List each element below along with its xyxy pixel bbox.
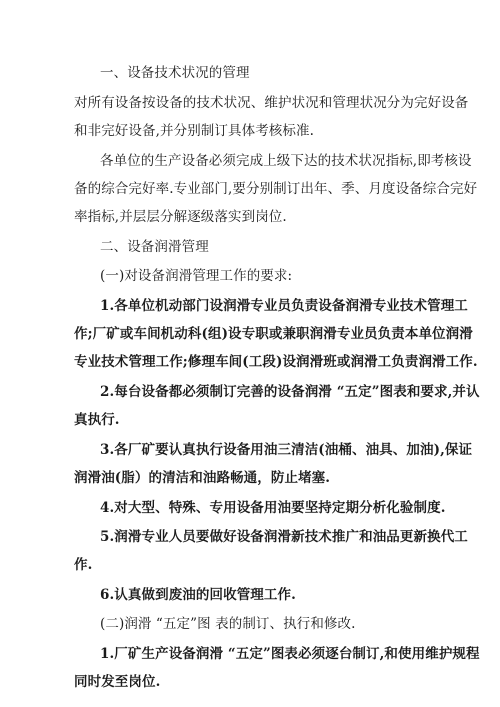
list-item-line: 5.润滑专业人员要做好设备润滑新技术推广和油品更新换代工 [100, 529, 468, 545]
paragraph-line: 各单位的生产设备必须完成上级下达的技术状况指标,即考核设 [100, 153, 472, 169]
section-heading: 一、设备技术状况的管理 [100, 65, 250, 81]
list-item-line: 1.厂矿生产设备润滑 “五定”图表必须逐台制订,和使用维护规程 [100, 646, 480, 662]
list-item-line: 专业技术管理工作;修理车间(工段)设润滑班或润滑工负责润滑工作. [74, 354, 478, 370]
subsection-heading: (二)润滑 “五定”图 表的制订、执行和修改. [100, 616, 356, 632]
list-item-line: 2.每台设备都必须制订完善的设备润滑 “五定”图表和要求,并认 [100, 384, 480, 400]
list-item-line: 3.各厂矿要认真执行设备用油三清洁(油桶、油具、加油),保证 [100, 442, 473, 458]
list-item-line: 作;厂矿或车间机动科(组)设专职或兼职润滑专业员负责本单位润滑 [74, 326, 473, 342]
paragraph-line: 率指标,并层层分解逐级落实到岗位. [74, 209, 287, 225]
list-item-line: 润滑油(脂）的清洁和油路畅通，防止堵塞. [74, 470, 331, 486]
list-item-line: 真执行. [74, 412, 120, 428]
list-item-line: 1.各单位机动部门设润滑专业员负责设备润滑专业技术管理工 [100, 298, 468, 314]
list-item-line: 4.对大型、特殊、专用设备用油要坚持定期分析化验制度. [100, 500, 446, 516]
paragraph-line: 备的综合完好率.专业部门,要分别制订出年、季、月度设备综合完好 [74, 181, 478, 197]
list-item-line: 作. [74, 557, 93, 573]
list-item-line: 6.认真做到废油的回收管理工作. [100, 587, 296, 603]
paragraph-line: 对所有设备按设备的技术状况、维护状况和管理状况分为完好设备 [74, 95, 469, 111]
subsection-heading: (一)对设备润滑管理工作的要求: [100, 268, 293, 284]
section-heading: 二、设备润滑管理 [100, 239, 209, 255]
list-item-line: 同时发至岗位. [74, 674, 161, 690]
paragraph-line: 和非完好设备,并分别制订具体考核标准. [74, 123, 314, 139]
